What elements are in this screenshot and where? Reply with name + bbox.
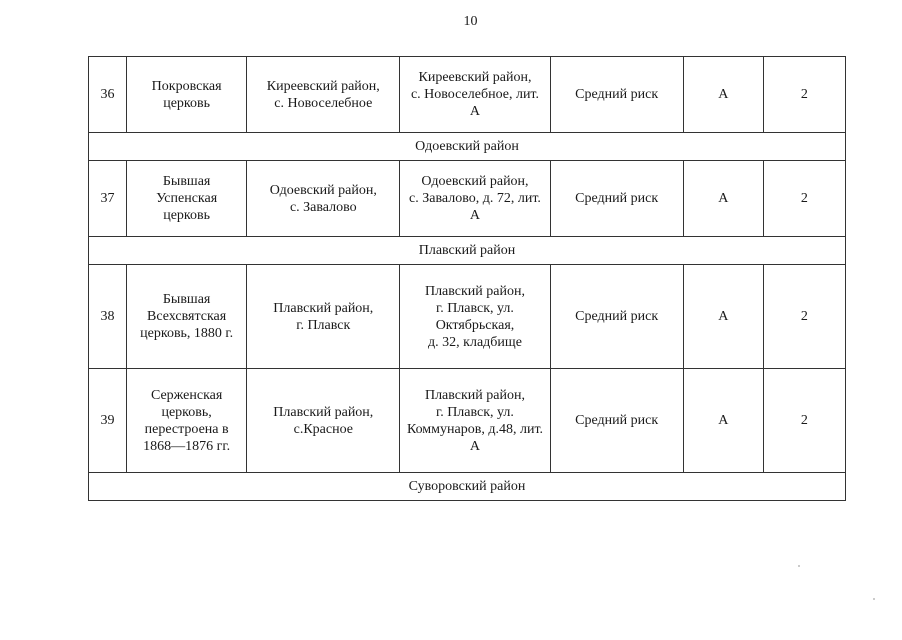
object-address: Одоевский район, с. Завалово, д. 72, лит. А (400, 161, 550, 237)
category: А (683, 57, 763, 133)
object-address: Киреевский район, с. Новоселебное, лит. А (400, 57, 550, 133)
category: А (683, 161, 763, 237)
object-address: Плавский район, г. Плавск, ул. Коммунаров, д.48, лит. А (400, 369, 550, 473)
table-row (89, 57, 846, 133)
class: 2 (763, 161, 845, 237)
table-row (89, 161, 846, 237)
object-name: Бывшая Всехсвятская церковь, 1880 г. (127, 265, 247, 369)
risk-level: Средний риск (550, 369, 683, 473)
object-name: Серженская церковь, перестроена в 1868—1876 гг. (127, 369, 247, 473)
section-row (89, 237, 846, 265)
object-address: Плавский район, г. Плавск, ул. Октябрьская, д. 32, кладбище (400, 265, 550, 369)
category: А (683, 369, 763, 473)
object-location: Плавский район, с.Красное (247, 369, 400, 473)
class: 2 (763, 265, 845, 369)
page-number: 10 (463, 14, 478, 29)
row-number: 37 (89, 161, 127, 237)
class: 2 (763, 57, 845, 133)
class: 2 (763, 369, 845, 473)
row-number: 38 (89, 265, 127, 369)
section-row (89, 473, 846, 501)
section-title-odoevsky: Одоевский район (89, 133, 846, 161)
risk-level: Средний риск (550, 161, 683, 237)
object-location: Киреевский район, с. Новоселебное (247, 57, 400, 133)
category: А (683, 265, 763, 369)
scan-speck (873, 598, 875, 600)
table-row (89, 265, 846, 369)
heritage-objects-table (88, 56, 846, 501)
object-location: Плавский район, г. Плавск (247, 265, 400, 369)
object-name: Бывшая Успенская церковь (127, 161, 247, 237)
risk-level: Средний риск (550, 57, 683, 133)
section-row (89, 133, 846, 161)
table-row (89, 369, 846, 473)
risk-level: Средний риск (550, 265, 683, 369)
row-number: 36 (89, 57, 127, 133)
row-number: 39 (89, 369, 127, 473)
object-name: Покровская церковь (127, 57, 247, 133)
scan-speck (798, 565, 800, 567)
section-title-suvorovsky: Суворовский район (89, 473, 846, 501)
section-title-plavsky: Плавский район (89, 237, 846, 265)
object-location: Одоевский район, с. Завалово (247, 161, 400, 237)
